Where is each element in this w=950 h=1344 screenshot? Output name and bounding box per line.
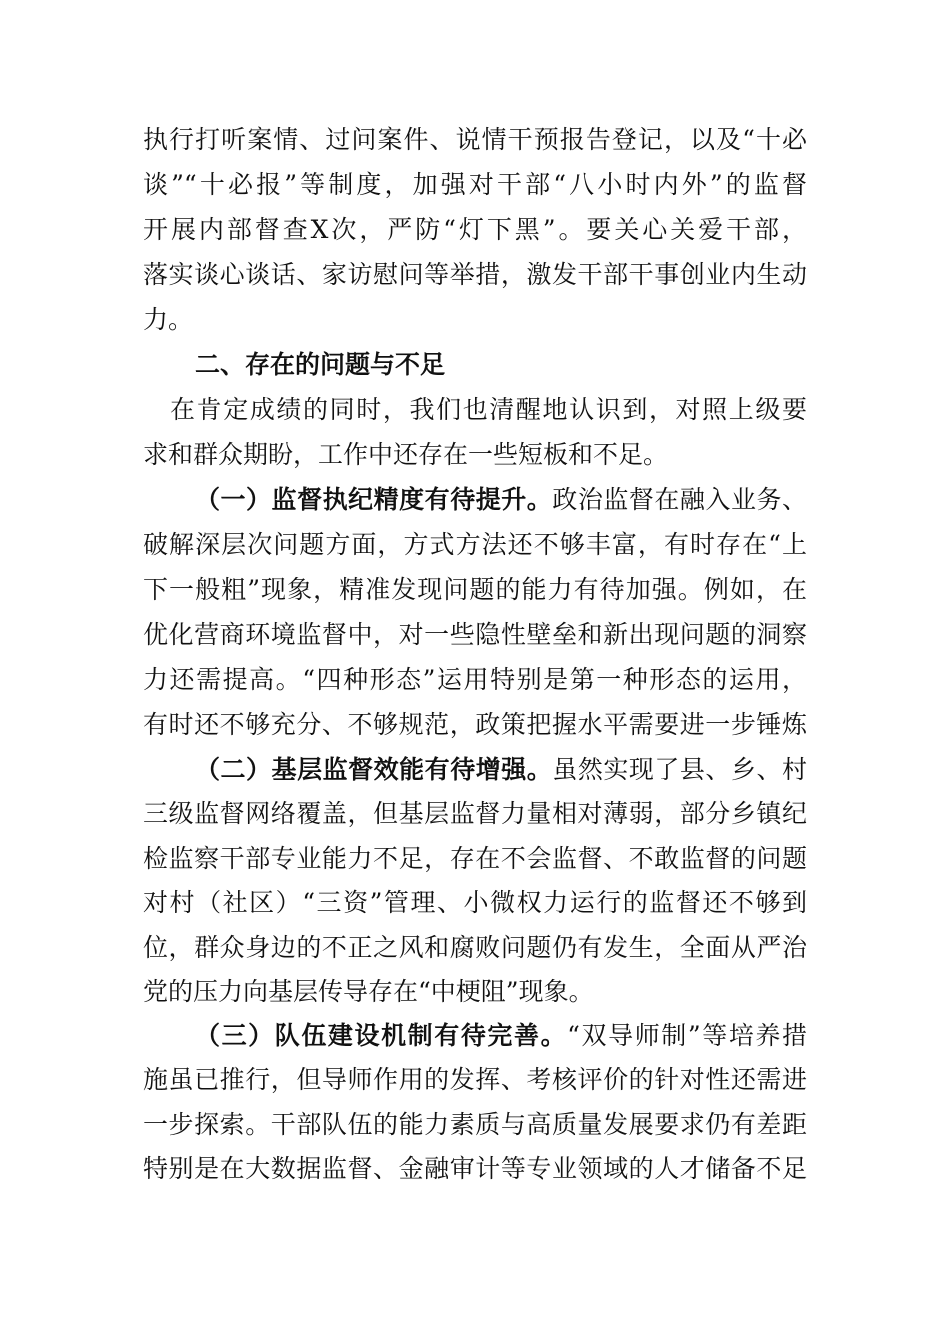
paragraph-line: 有时还不够充分、不够规范，政策把握水平需要进一步锤炼 — [143, 710, 807, 739]
section-heading: 二、存在的问题与不足 — [195, 350, 446, 379]
paragraph-line: 优化营商环境监督中，对一些隐性壁垒和新出现问题的洞察 — [143, 620, 807, 649]
issue-text: “双导师制”等培养措 — [567, 1021, 807, 1050]
paragraph-line: 谈”“十必报”等制度，加强对干部“八小时内外”的监督 — [143, 170, 807, 199]
paragraph-line: 施虽已推行，但导师作用的发挥、考核评价的针对性还需进 — [143, 1065, 807, 1094]
paragraph-line: 开展内部督查X次，严防“灯下黑”。要关心关爱干部， — [143, 215, 807, 244]
issue-first-line — [195, 1014, 807, 1058]
paragraph-line: 落实谈心谈话、家访慰问等举措，激发干部干事创业内生动 — [143, 260, 807, 289]
issue-first-line — [195, 478, 807, 522]
paragraph-line: 下一般粗”现象，精准发现问题的能力有待加强。例如，在 — [143, 575, 807, 604]
paragraph-line: 执行打听案情、过问案件、说情干预报告登记，以及“十必 — [143, 125, 807, 154]
issue-first-line — [195, 748, 807, 792]
paragraph-line: 求和群众期盼，工作中还存在一些短板和不足。 — [143, 440, 669, 469]
paragraph-line: 在肯定成绩的同时，我们也清醒地认识到，对照上级要 — [170, 395, 807, 424]
issue-title: （二）基层监督效能有待增强。 — [195, 755, 553, 784]
paragraph-line: 力还需提高。“四种形态”运用特别是第一种形态的运用， — [143, 665, 807, 694]
paragraph-line: 破解深层次问题方面，方式方法还不够丰富，有时存在“上 — [143, 530, 807, 559]
paragraph-line: 对村（社区）“三资”管理、小微权力运行的监督还不够到 — [143, 888, 807, 917]
issue-title: （三）队伍建设机制有待完善。 — [195, 1021, 568, 1050]
paragraph-line: 三级监督网络覆盖，但基层监督力量相对薄弱，部分乡镇纪 — [143, 799, 807, 828]
issue-title: （一）监督执纪精度有待提升。 — [195, 485, 553, 514]
issue-text: 政治监督在融入业务、 — [552, 485, 807, 514]
paragraph-line: 党的压力向基层传导存在“中梗阻”现象。 — [143, 977, 594, 1006]
paragraph-line: 力。 — [143, 305, 194, 334]
paragraph-line: 一步探索。干部队伍的能力素质与高质量发展要求仍有差距 — [143, 1110, 807, 1139]
paragraph-line: 特别是在大数据监督、金融审计等专业领域的人才储备不足 — [143, 1154, 807, 1183]
paragraph-line: 位，群众身边的不正之风和腐败问题仍有发生，全面从严治 — [143, 933, 807, 962]
paragraph-line: 检监察干部专业能力不足，存在不会监督、不敢监督的问题 — [143, 844, 807, 873]
issue-text: 虽然实现了县、乡、村 — [552, 755, 807, 784]
